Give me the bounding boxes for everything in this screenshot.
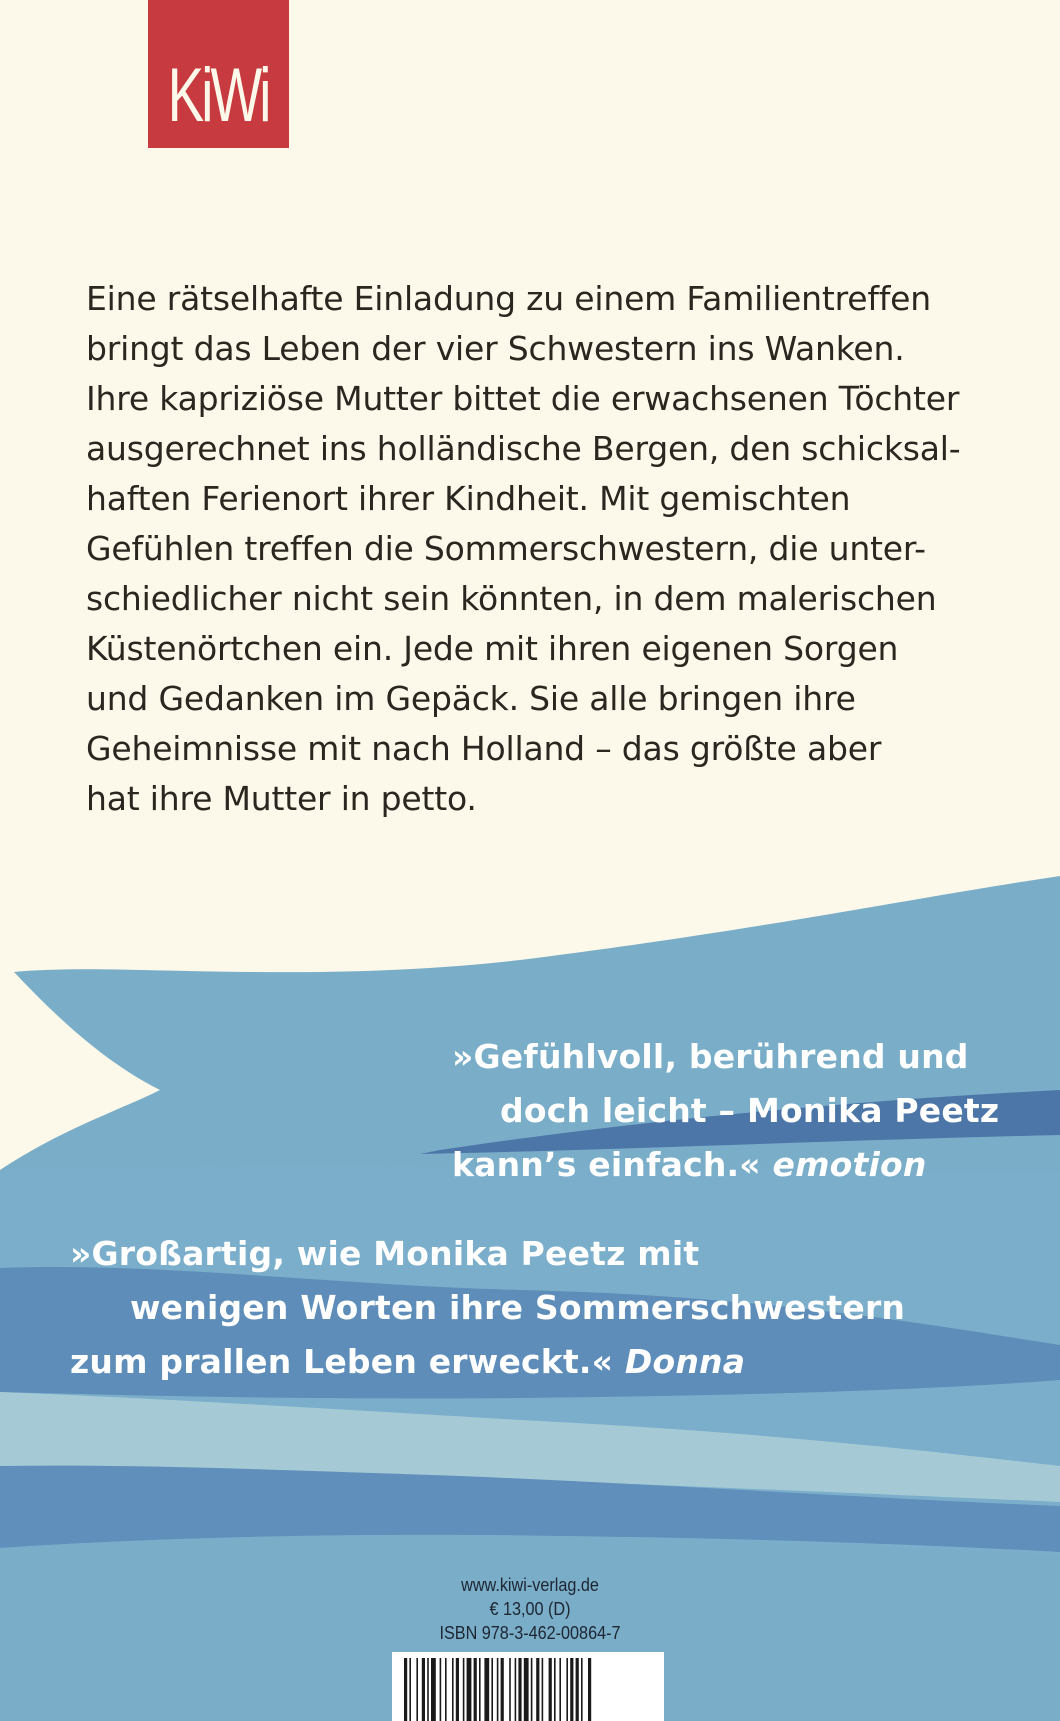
imprint bbox=[0, 1573, 1060, 1645]
barcode bbox=[392, 1652, 664, 1721]
quote-line: »Gefühlvoll, berührend und bbox=[452, 1037, 969, 1076]
barcode-bar bbox=[566, 1658, 568, 1721]
barcode-bars bbox=[392, 1652, 664, 1721]
barcode-bar bbox=[431, 1658, 436, 1721]
blurb-line: Küstenörtchen ein. Jede mit ihren eigenen Sorgen bbox=[86, 629, 899, 668]
barcode-bar bbox=[515, 1658, 517, 1721]
review-quote-emotion bbox=[452, 1030, 999, 1192]
barcode-bar bbox=[479, 1658, 481, 1721]
quote-line: wenigen Worten ihre Sommerschwestern bbox=[130, 1288, 906, 1327]
barcode-bar bbox=[524, 1658, 529, 1721]
barcode-bar bbox=[576, 1658, 579, 1721]
blurb-line: Eine rätselhafte Einladung zu einem Familientreffen bbox=[86, 279, 931, 318]
quote-line: zum prallen Leben erweckt.« bbox=[70, 1342, 614, 1381]
barcode-bar bbox=[474, 1658, 477, 1721]
barcode-bar bbox=[452, 1658, 454, 1721]
barcode-bar bbox=[484, 1658, 489, 1721]
quote-line-with-source bbox=[452, 1138, 999, 1192]
price: € 13,00 (D) bbox=[489, 1599, 571, 1619]
blurb-line: ausgerechnet ins holländische Bergen, den schicksal- bbox=[86, 429, 961, 468]
barcode-bar bbox=[445, 1658, 447, 1721]
blurb-line: Geheimnisse mit nach Holland – das größte aber bbox=[86, 729, 882, 768]
barcode-bar bbox=[467, 1658, 472, 1721]
barcode-bar bbox=[559, 1658, 561, 1721]
barcode-bar bbox=[497, 1658, 499, 1721]
blurb-line: Ihre kapriziöse Mutter bittet die erwachsenen Töchter bbox=[86, 379, 960, 418]
barcode-bar bbox=[427, 1658, 429, 1721]
barcode-bar bbox=[501, 1658, 504, 1721]
barcode-bar bbox=[536, 1658, 539, 1721]
barcode-bar bbox=[554, 1658, 556, 1721]
isbn: ISBN 978-3-462-00864-7 bbox=[439, 1623, 621, 1643]
quote-line: kann’s einfach.« bbox=[452, 1145, 761, 1184]
blurb-line: schiedlicher nicht sein könnten, in dem malerischen bbox=[86, 579, 937, 618]
quote-line: doch leicht – Monika Peetz bbox=[500, 1091, 1000, 1130]
blurb-line: bringt das Leben der vier Schwestern ins Wanken. bbox=[86, 329, 905, 368]
barcode-bar bbox=[581, 1658, 583, 1721]
blurb-line: hat ihre Mutter in petto. bbox=[86, 779, 477, 818]
barcode-bar bbox=[518, 1658, 521, 1721]
publisher-logo-text: KiWi bbox=[168, 53, 269, 138]
barcode-bar bbox=[463, 1658, 465, 1721]
publisher-website: www.kiwi-verlag.de bbox=[461, 1575, 599, 1595]
barcode-bar bbox=[588, 1658, 591, 1721]
barcode-bar bbox=[570, 1658, 573, 1721]
blurb-line: haften Ferienort ihrer Kindheit. Mit gemischten bbox=[86, 479, 851, 518]
blurb-line: und Gedanken im Gepäck. Sie alle bringen ihre bbox=[86, 679, 856, 718]
quote-line-with-source bbox=[70, 1335, 905, 1389]
barcode-bar bbox=[409, 1658, 411, 1721]
barcode-bar bbox=[531, 1658, 533, 1721]
quote-source: emotion bbox=[772, 1145, 927, 1184]
barcode-bar bbox=[404, 1658, 407, 1721]
barcode-bar bbox=[509, 1658, 511, 1721]
quote-source: Donna bbox=[624, 1342, 746, 1381]
review-quote-donna bbox=[70, 1227, 905, 1389]
blurb-line: Gefühlen treffen die Sommerschwestern, die unter- bbox=[86, 529, 926, 568]
publisher-logo bbox=[148, 0, 289, 148]
barcode-bar bbox=[422, 1658, 425, 1721]
quote-line: »Großartig, wie Monika Peetz mit bbox=[70, 1234, 700, 1273]
barcode-bar bbox=[542, 1658, 544, 1721]
book-blurb bbox=[86, 274, 966, 824]
barcode-bar bbox=[491, 1658, 493, 1721]
barcode-bar bbox=[456, 1658, 459, 1721]
barcode-bar bbox=[549, 1658, 552, 1721]
barcode-bar bbox=[440, 1658, 442, 1721]
barcode-bar bbox=[416, 1658, 418, 1721]
